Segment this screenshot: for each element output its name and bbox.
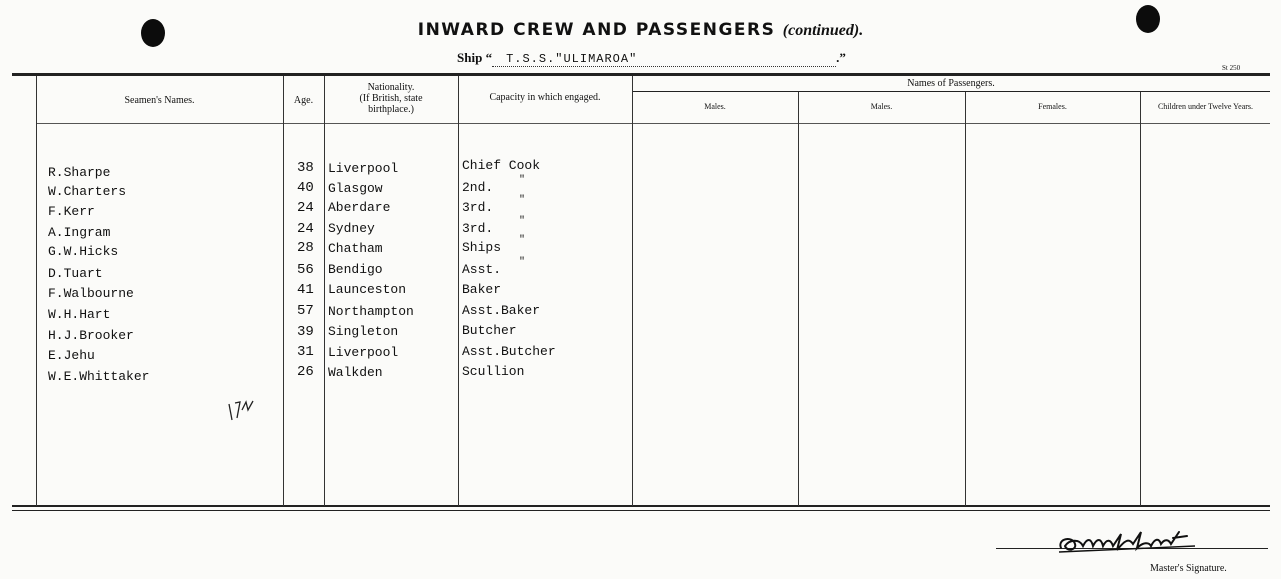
ship-line: Ship “ T.S.S."ULIMAROA" .” [457,50,846,66]
ditto-mark: " [519,257,526,268]
table-foot-rule [12,510,1270,511]
ditto-mark: " [519,235,526,246]
header-males-1: Males. [704,102,726,111]
crew-place: Singleton [328,324,399,339]
crew-capacity: Butcher [462,323,517,338]
table-bottom-rule [12,505,1270,507]
master-signature [1055,528,1205,558]
crew-age: 39 [297,324,314,340]
crew-place: Walkden [328,365,383,380]
crew-row [0,158,640,178]
crew-name: H.J.Brooker [48,328,134,343]
handwritten-tally-mark [226,398,258,424]
crew-row [0,195,640,220]
table-top-rule [12,73,1270,76]
ditto-mark: " [519,175,526,186]
crew-name: F.Kerr [48,204,95,219]
crew-row [0,175,640,200]
header-seamens-names: Seamen's Names. [124,95,195,106]
crew-place: Northampton [328,304,414,319]
header-passengers: Names of Passengers. [907,78,995,89]
header-females: Females. [1038,102,1067,111]
crew-place: Sydney [328,221,375,236]
form-number: St 250 [1222,64,1241,72]
header-children: Children under Twelve Years. [1157,102,1254,111]
crew-age: 41 [297,282,314,298]
crew-row [0,257,640,282]
crew-capacity: Asst.Butcher [462,344,556,359]
crew-age: 28 [297,240,314,256]
crew-place: Glasgow [328,181,383,196]
ditto-mark: " [519,195,526,206]
crew-row [0,216,640,241]
header-nationality: Nationality. (If British, state birthplace.) [359,82,423,115]
crew-capacity: Ships [462,240,502,255]
form-title: INWARD CREW AND PASSENGERS (continued). [417,20,864,40]
crew-row [0,344,640,364]
header-capacity: Capacity in which engaged. [489,92,601,103]
crew-age: 26 [297,364,314,380]
crew-place: Chatham [328,241,383,256]
crew-name: R.Sharpe [48,165,111,180]
crew-place: Aberdare [328,200,391,215]
header-bottom-rule [36,123,1270,124]
crew-age: 38 [297,160,314,176]
crew-name: F.Walbourne [48,286,134,301]
passenger-header-rule [632,91,1270,92]
crew-row [0,303,640,323]
crew-row [0,282,640,302]
signature-label: Master's Signature. [1150,563,1227,574]
header-age: Age. [293,95,314,106]
crew-capacity: Baker [462,282,502,297]
crew-capacity: 3rd. [462,221,494,236]
crew-place: Liverpool [328,345,399,360]
crew-name: W.Charters [48,184,127,199]
crew-place: Liverpool [328,161,399,176]
crew-capacity: 2nd. [462,180,494,195]
crew-age: 56 [297,262,314,278]
crew-name: E.Jehu [48,348,95,363]
crew-age: 57 [297,303,314,319]
col-rule-males2 [798,92,799,506]
crew-age: 24 [297,200,314,216]
crew-row [0,235,640,260]
crew-name: D.Tuart [48,266,103,281]
col-rule-females [965,92,966,506]
crew-name: G.W.Hicks [48,244,119,259]
crew-capacity: Asst. [462,262,502,277]
crew-capacity: Chief Cook [462,158,541,173]
crew-place: Bendigo [328,262,383,277]
crew-capacity: 3rd. [462,200,494,215]
crew-capacity: Scullion [462,364,525,379]
crew-age: 24 [297,221,314,237]
crew-row [0,323,640,343]
crew-age: 40 [297,180,314,196]
crew-name: A.Ingram [48,225,111,240]
crew-name: W.H.Hart [48,307,111,322]
header-males-2: Males. [870,102,893,111]
crew-row [0,364,640,384]
ditto-mark: " [519,216,526,227]
crew-capacity: Asst.Baker [462,303,541,318]
col-rule-children [1140,92,1141,506]
ship-name: T.S.S."ULIMAROA" [492,52,836,67]
crew-age: 31 [297,344,314,360]
crew-place: Launceston [328,282,407,297]
crew-name: W.E.Whittaker [48,369,150,384]
